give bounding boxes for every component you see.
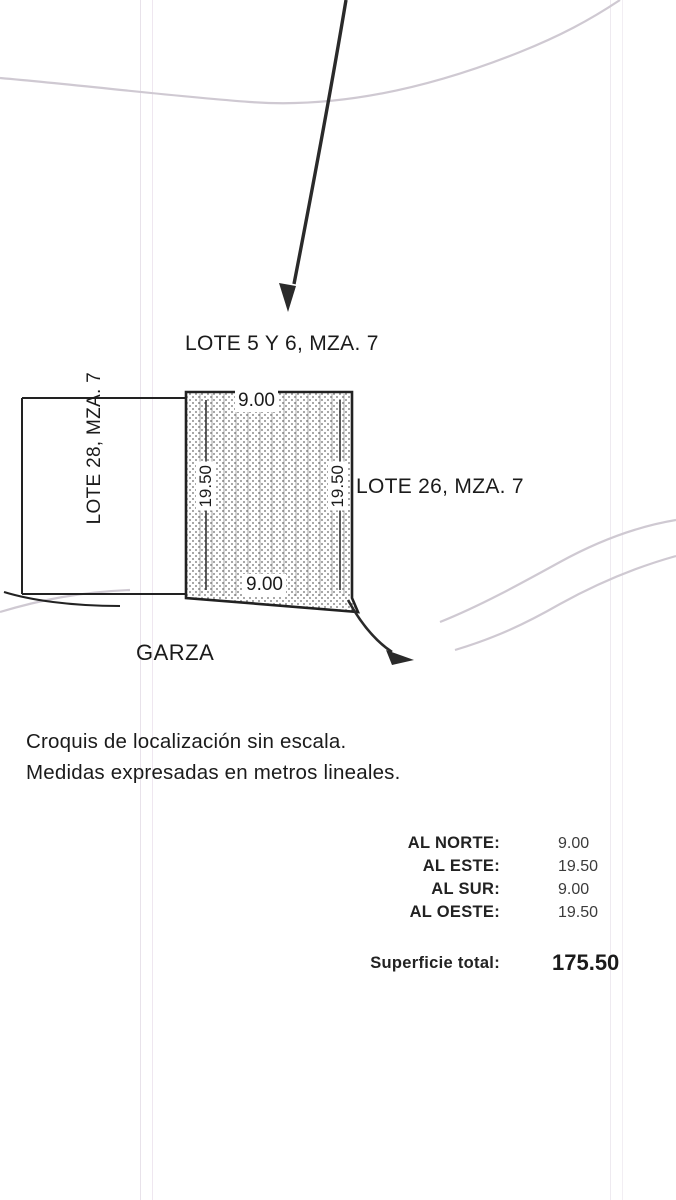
pointer-arrow — [279, 0, 346, 312]
neighbor-west-label: LOTE 28, MZA. 7 — [84, 372, 105, 525]
measure-label-south: AL SUR: — [431, 880, 500, 898]
table-row — [300, 855, 626, 878]
parcel-label: LOTE 5 Y 6, MZA. 7 — [185, 332, 379, 355]
scale-notes — [26, 726, 401, 788]
measure-label-east: AL ESTE: — [422, 857, 500, 875]
measure-value-west: 19.50 — [558, 903, 599, 921]
note-line-2: Medidas expresadas en metros lineales. — [26, 761, 401, 784]
table-row — [300, 832, 626, 855]
table-row — [300, 901, 626, 924]
dimension-west: 19.50 — [196, 462, 216, 511]
measure-value-north: 9.00 — [558, 834, 590, 852]
dimension-north: 9.00 — [235, 390, 278, 412]
street-label: GARZA — [136, 640, 215, 665]
neighbor-east-label: LOTE 26, MZA. 7 — [356, 475, 524, 498]
dimension-east: 19.50 — [328, 462, 348, 511]
measure-value-east: 19.50 — [558, 857, 599, 875]
table-row — [300, 878, 626, 901]
measure-label-west: AL OESTE: — [409, 903, 500, 921]
note-line-1: Croquis de localización sin escala. — [26, 730, 347, 753]
measurements-table — [300, 832, 626, 978]
table-row-total — [300, 924, 626, 978]
total-area-value: 175.50 — [552, 950, 620, 975]
total-area-label: Superficie total: — [370, 953, 500, 972]
dimension-south: 9.00 — [243, 574, 286, 596]
measure-value-south: 9.00 — [558, 880, 590, 898]
measure-label-north: AL NORTE: — [407, 834, 500, 852]
